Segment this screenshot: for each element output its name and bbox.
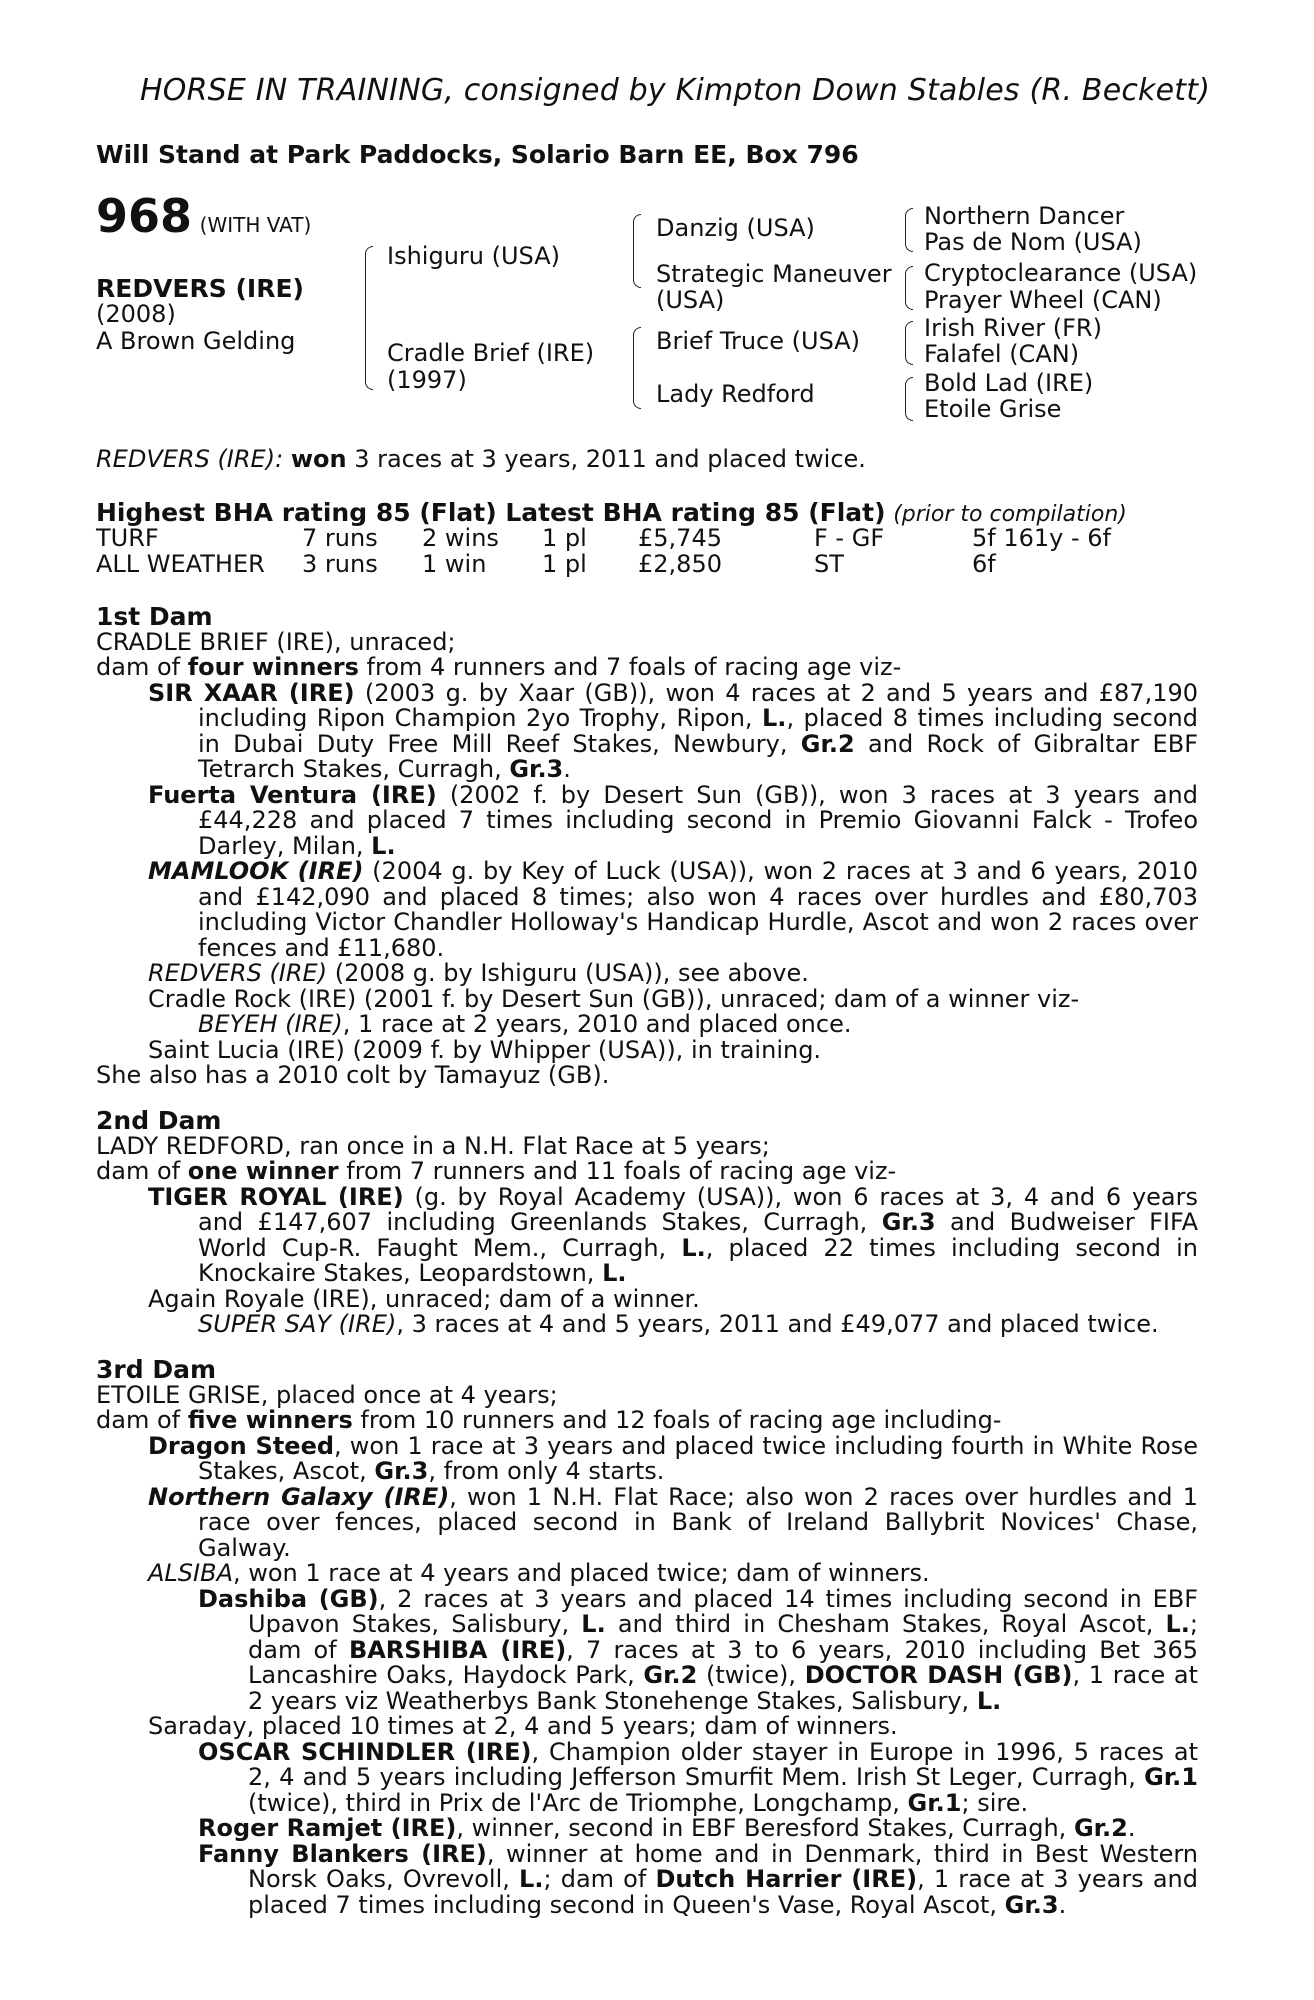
record-row-turf: TURF 7 runs 2 wins 1 pl £5,745 F - GF 5f 161y - 6f (96, 524, 1111, 552)
ratings-heading: Highest BHA rating 85 (Flat) Latest BHA rating 85 (Flat) (96, 498, 886, 527)
entry-tiger-royal: TIGER ROYAL (IRE) (g. by Royal Academy (USA)), won 6 races at 3, 4 and 6 years and £147,607 including Greenlands Stakes, Curragh, Gr.3 and Budweiser FIFA World Cup-R. Faught Mem., Curragh, L., placed 22 times including second in Knockaire Stakes, Leopardstown, L. (148, 1182, 1199, 1287)
pedigree-sds: Cryptoclearance (USA) (924, 259, 1198, 287)
second-dam-section: 2nd Dam LADY REDFORD, ran once in a N.H. Flat Race at 5 years; dam of one winner from 7 runners and 11 foals of racing age viz- TIGER ROYAL (IRE) (g. by Royal Academy (USA)), won 6 races at 3, 4 and 6 years and £147,607 including Greenlands Stakes, Curragh, Gr.3 and Budweiser FIFA World Cup-R. Faught Mem., Curragh, L., placed 22 times including second in Knockaire Stakes, Leopardstown, L. Again Royale (IRE), unraced; dam of a winner. SUPER SAY (IRE), 3 races at 4 and 5 years, 2011 and £49,077 and placed twice. (96, 1106, 1199, 1338)
entry-colt-note: She also has a 2010 colt by Tamayuz (GB). (96, 1061, 610, 1089)
pedigree-dsd: Falafel (CAN) (924, 340, 1080, 368)
foaling-year: (2008) (96, 300, 176, 328)
entry-northern-galaxy: Northern Galaxy (IRE), won 1 N.H. Flat Race; also won 2 races over hurdles and 1 race over fences, placed second in Bank of Ireland Ballybrit Novices' Chase, Galway. (148, 1482, 1198, 1562)
entry-redvers: REDVERS (IRE) (2008 g. by Ishiguru (USA)), see above. (148, 959, 809, 987)
pedigree-dss: Irish River (FR) (924, 314, 1102, 342)
pedigree-brace-6 (905, 321, 913, 365)
pedigree-dam-sire: Brief Truce (USA) (656, 327, 861, 355)
entry-fanny-blankers: Fanny Blankers (IRE), winner at home and in Denmark, third in Best Western Norsk Oaks, Ovrevoll, L.; dam of Dutch Harrier (IRE), 1 race at 3 years and placed 7 times including second in Queen's Vase, Royal Ascot, Gr.3. (198, 1839, 1199, 1919)
lot-number-block (96, 189, 312, 243)
first-dam-heading: 1st Dam (96, 602, 213, 631)
pedigree-dam: Cradle Brief (IRE) (387, 339, 595, 367)
page-header: HORSE IN TRAINING, consigned by Kimpton Down Stables (R. Beckett) (140, 73, 1211, 108)
entry-super-say: SUPER SAY (IRE), 3 races at 4 and 5 years, 2011 and £49,077 and placed twice. (198, 1310, 1159, 1338)
entry-mamlook: MAMLOOK (IRE) (2004 g. by Key of Luck (USA)), won 2 races at 3 and 6 years, 2010 and £142,090 and placed 8 times; also won 4 races over hurdles and £80,703 including Victor Chandler Holloway's Handicap Hurdle, Ascot and won 2 races over fences and £11,680. (148, 857, 1199, 962)
pedigree-dam-dam: Lady Redford (656, 380, 815, 408)
pedigree-dds: Bold Lad (IRE) (924, 369, 1094, 397)
pedigree-dam-year: (1997) (387, 366, 467, 394)
second-dam-heading: 2nd Dam (96, 1106, 222, 1135)
entry-oscar-schindler: OSCAR SCHINDLER (IRE), Champion older stayer in Europe in 1996, 5 races at 2, 4 and 5 years including Jefferson Smurfit Mem. Irish St Leger, Curragh, Gr.1 (twice), third in Prix de l'Arc de Triomphe, Longchamp, Gr.1; sire. (198, 1737, 1199, 1817)
first-dam-section: 1st Dam CRADLE BRIEF (IRE), unraced; dam of four winners from 4 runners and 7 foals of racing age viz- SIR XAAR (IRE) (2003 g. by Xaar (GB)), won 4 races at 2 and 5 years and £87,190 including Ripon Champion 2yo Trophy, Ripon, L., placed 8 times including second in Dubai Duty Free Mill Reef Stakes, Newbury, Gr.2 and Rock of Gibraltar EBF Tetrarch Stakes, Curragh, Gr.3. Fuerta Ventura (IRE) (2002 f. by Desert Sun (GB)), won 3 races at 3 years and £44,228 and placed 7 times including second in Premio Giovanni Falck - Trofeo Darley, Milan, L. MAMLOOK (IRE) (2004 g. by Key of Luck (USA)), won 2 races at 3 and 6 years, 2010 and £142,090 and placed 8 times; also won 4 races over hurdles and £80,703 including Victor Chandler Holloway's Handicap Hurdle, Ascot and won 2 races over fences and £11,680. REDVERS (IRE) (2008 g. by Ishiguru (USA)), see above. Cradle Rock (IRE) (2001 f. by Desert Sun (GB)), unraced; dam of a winner viz- BEYEH (IRE), 1 race at 2 years, 2010 and placed once. Saint Lucia (IRE) (2009 f. by Whipper (USA)), in training. She also has a 2010 colt by Tamayuz (GB). (96, 602, 1199, 1089)
third-dam-heading: 3rd Dam (96, 1355, 216, 1384)
horse-description: A Brown Gelding (96, 327, 296, 355)
summary-name: REDVERS (IRE) (96, 445, 276, 473)
pedigree-brace-2 (633, 214, 641, 288)
vat-note: (WITH VAT) (199, 213, 312, 237)
pedigree-brace-5 (905, 266, 913, 310)
entry-saint-lucia: Saint Lucia (IRE) (2009 f. by Whipper (USA)), in training. (148, 1035, 822, 1064)
pedigree-sire-dam: Strategic Maneuver (656, 260, 892, 288)
entry-beyeh: BEYEH (IRE), 1 race at 2 years, 2010 and placed once. (198, 1010, 852, 1038)
horse-name: REDVERS (IRE) (96, 274, 304, 303)
lot-number: 968 (96, 189, 193, 243)
entry-cradle-rock: Cradle Rock (IRE) (2001 f. by Desert Sun (GB)), unraced; dam of a winner viz- (148, 984, 1080, 1013)
pedigree-brace-4 (905, 208, 913, 252)
entry-dragon-steed: Dragon Steed, won 1 race at 3 years and placed twice including fourth in White Rose Stakes, Ascot, Gr.3, from only 4 starts. (148, 1431, 1198, 1485)
third-dam-section: 3rd Dam ETOILE GRISE, placed once at 4 years; dam of five winners from 10 runners and 12 foals of racing age including- Dragon Steed, won 1 race at 3 years and placed twice including fourth in White Rose Stakes, Ascot, Gr.3, from only 4 starts. Northern Galaxy (IRE), won 1 N.H. Flat Race; also won 2 races over hurdles and 1 race over fences, placed second in Bank of Ireland Ballybrit Novices' Chase, Galway. ALSIBA, won 1 race at 4 years and placed twice; dam of winners. Dashiba (GB), 2 races at 3 years and placed 14 times including second in EBF Upavon Stakes, Salisbury, L. and third in Chesham Stakes, Royal Ascot, L.; dam of BARSHIBA (IRE), 7 races at 3 to 6 years, 2010 including Bet 365 Lancashire Oaks, Haydock Park, Gr.2 (twice), DOCTOR DASH (GB), 1 race at 2 years viz Weatherbys Bank Stonehenge Stakes, Salisbury, L. Saraday, placed 10 times at 2, 4 and 5 years; dam of winners. OSCAR SCHINDLER (IRE), Champion older stayer in Europe in 1996, 5 races at 2, 4 and 5 years including Jefferson Smurfit Mem. Irish St Leger, Curragh, Gr.1 (twice), third in Prix de l'Arc de Triomphe, Longchamp, Gr.1; sire. Roger Ramjet (IRE), winner, second in EBF Beresford Stakes, Curragh, Gr.2. Fanny Blankers (IRE), winner at home and in Denmark, third in Best Western Norsk Oaks, Ovrevoll, L.; dam of Dutch Harrier (IRE), 1 race at 3 years and placed 7 times including second in Queen's Vase, Royal Ascot, Gr.3. (96, 1355, 1199, 1919)
ratings-note: (prior to compilation) (893, 502, 1127, 527)
entry-again-royale: Again Royale (IRE), unraced; dam of a winner. (148, 1284, 700, 1313)
pedigree-brace-7 (905, 377, 913, 421)
entry-alsiba: ALSIBA, won 1 race at 4 years and placed twice; dam of winners. (148, 1559, 930, 1587)
entry-saraday: Saraday, placed 10 times at 2, 4 and 5 years; dam of winners. (148, 1712, 898, 1740)
pedigree-brace-1 (365, 246, 373, 390)
entry-fuerta-ventura: Fuerta Ventura (IRE) (2002 f. by Desert Sun (GB)), won 3 races at 3 years and £44,228 and placed 7 times including second in Premio Giovanni Falck - Trofeo Darley, Milan, L. (148, 780, 1198, 860)
stand-location: Will Stand at Park Paddocks, Solario Barn EE, Box 796 (96, 140, 859, 169)
entry-sir-xaar: SIR XAAR (IRE) (2003 g. by Xaar (GB)), won 4 races at 2 and 5 years and £87,190 including Ripon Champion 2yo Trophy, Ripon, L., placed 8 times including second in Dubai Duty Free Mill Reef Stakes, Newbury, Gr.2 and Rock of Gibraltar EBF Tetrarch Stakes, Curragh, Gr.3. (148, 678, 1199, 783)
race-summary: REDVERS (IRE): won 3 races at 3 years, 2011 and placed twice. (96, 445, 866, 473)
pedigree-ssd: Pas de Nom (USA) (924, 228, 1142, 256)
entry-dashiba: Dashiba (GB), 2 races at 3 years and placed 14 times including second in EBF Upavon Stakes, Salisbury, L. and third in Chesham Stakes, Royal Ascot, L.; dam of BARSHIBA (IRE), 7 races at 3 to 6 years, 2010 including Bet 365 Lancashire Oaks, Haydock Park, Gr.2 (twice), DOCTOR DASH (GB), 1 race at 2 years viz Weatherbys Bank Stonehenge Stakes, Salisbury, L. (198, 1584, 1198, 1715)
pedigree-sss: Northern Dancer (924, 202, 1125, 230)
pedigree-sdd: Prayer Wheel (CAN) (924, 286, 1162, 314)
pedigree-brace-3 (633, 327, 641, 409)
entry-roger-ramjet: Roger Ramjet (IRE), winner, second in EBF Beresford Stakes, Curragh, Gr.2. (198, 1814, 1136, 1842)
record-table (96, 526, 1196, 578)
summary-won: won (290, 445, 347, 473)
record-row-all-weather: ALL WEATHER 3 runs 1 win 1 pl £2,850 ST 6f (96, 550, 996, 578)
pedigree-sire: Ishiguru (USA) (387, 242, 561, 270)
pedigree-ddd: Etoile Grise (924, 395, 1062, 423)
pedigree-sire-sire: Danzig (USA) (656, 214, 815, 242)
pedigree-sire-dam-2: (USA) (656, 286, 725, 314)
